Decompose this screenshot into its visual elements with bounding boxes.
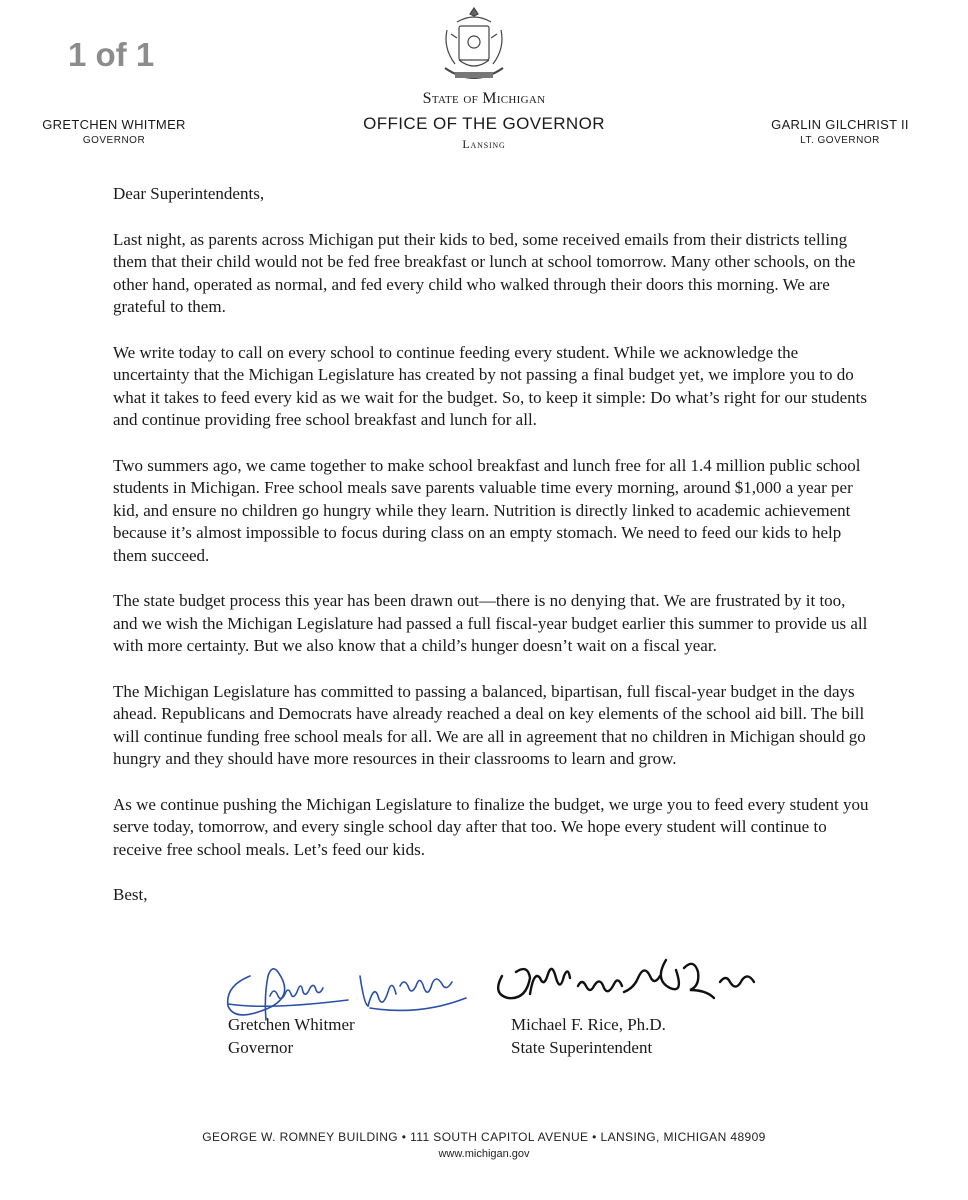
city-name: Lansing bbox=[462, 137, 506, 151]
footer-address: GEORGE W. ROMNEY BUILDING • 111 SOUTH CAPITOL AVENUE • LANSING, MICHIGAN 48909 bbox=[202, 1130, 766, 1144]
lt-governor-heading-title: LT. GOVERNOR bbox=[800, 135, 880, 146]
page-counter: 1 of 1 bbox=[68, 36, 155, 73]
signer-title: State Superintendent bbox=[511, 1037, 653, 1057]
governor-heading bbox=[24, 117, 204, 146]
governor-heading-title: GOVERNOR bbox=[82, 135, 146, 146]
signer-title: Governor bbox=[228, 1037, 294, 1057]
office-name: OFFICE OF THE GOVERNOR bbox=[363, 114, 605, 133]
closing: Best, bbox=[113, 885, 148, 904]
lt-governor-heading-name: GARLIN GILCHRIST II bbox=[771, 117, 909, 132]
salutation: Dear Superintendents, bbox=[113, 184, 265, 203]
signatures bbox=[0, 948, 968, 1068]
footer-url: www.michigan.gov bbox=[438, 1148, 530, 1160]
lt-governor-heading bbox=[750, 117, 930, 146]
signer-name: Gretchen Whitmer bbox=[228, 1015, 355, 1034]
paragraph: The state budget process this year has been drawn out—there is no denying that. We are frustrated by it too, and we wish the Michigan Legislature had passed a full fiscal-year budget earlier this summer to provide us all with more certainty. But we also know that a child’s hunger doesn’t wait on a fiscal year. bbox=[113, 591, 868, 655]
paragraph: Last night, as parents across Michigan put their kids to bed, some received emails from their districts telling them that their child would not be fed free breakfast or lunch at school tomorrow. Many other schools, on the other hand, operated as normal, and fed every child who walked through their doors this morning. We are grateful to them. bbox=[113, 229, 856, 316]
paragraph: The Michigan Legislature has committed to passing a balanced, bipartisan, full fiscal-year budget in the days ahead. Republicans and Democrats have already reached a deal on key elements of the school aid bill. The bill will continue funding free school meals for all. We are all in agreement that no children in Michigan should go hungry and they should have more resources in their classrooms to learn and grow. bbox=[113, 681, 866, 768]
paragraph: As we continue pushing the Michigan Legislature to finalize the budget, we urge you to feed every student you serve today, tomorrow, and every single school day after that too. We hope every student will continue to receive free school meals. Let’s feed our kids. bbox=[113, 794, 869, 859]
state-seal-icon bbox=[437, 4, 511, 86]
governor-heading-name: GRETCHEN WHITMER bbox=[42, 117, 186, 132]
paragraph: Two summers ago, we came together to make school breakfast and lunch free for all 1.4 million public school students in Michigan. Free school meals save parents valuable time every morning, around $1,000 a year per kid, and ensure no children go hungry while they learn. Nutrition is directly linked to academic achievement because it’s almost impossible to focus during class on an empty stomach. We need to feed our kids to help them succeed. bbox=[113, 455, 861, 565]
governor-signature-block bbox=[228, 1014, 355, 1059]
state-name: State of Michigan bbox=[422, 90, 546, 107]
letter-body bbox=[113, 183, 873, 907]
rice-signature bbox=[488, 948, 768, 1018]
paragraph: We write today to call on every school to continue feeding every student. While we acknowledge the uncertainty that the Michigan Legislature has created by not passing a final budget yet, we implore you to do what it takes to feed every kid as we wait for the budget. So, to keep it simple: Do what’s right for our students and continue providing free school breakfast and lunch for all. bbox=[113, 342, 867, 429]
superintendent-signature-block bbox=[511, 1014, 666, 1059]
signer-name: Michael F. Rice, Ph.D. bbox=[511, 1015, 666, 1034]
